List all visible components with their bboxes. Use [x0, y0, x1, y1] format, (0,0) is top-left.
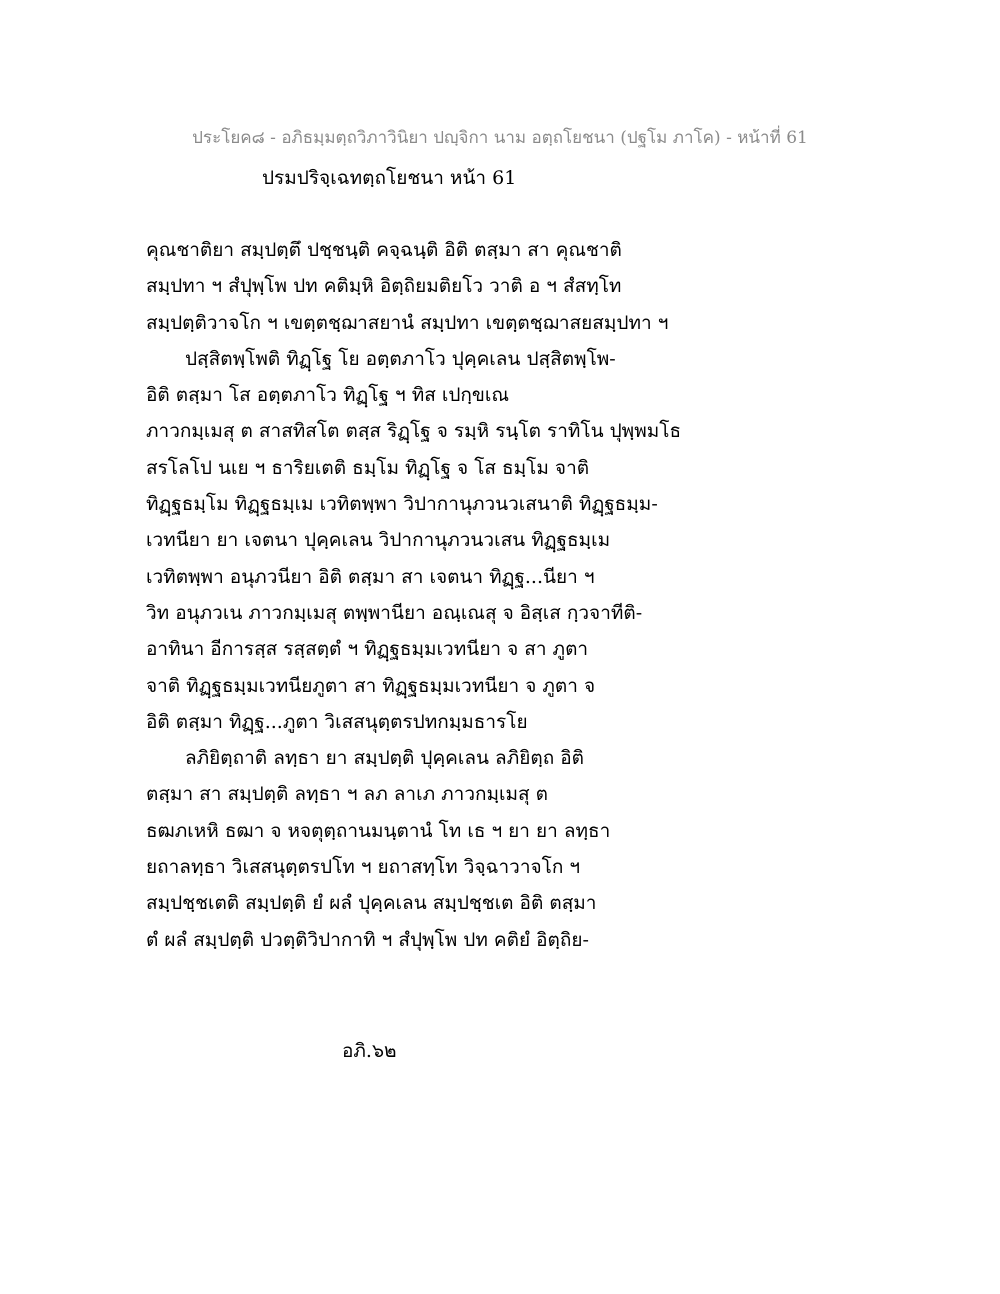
text-line: คุณชาติยา สมฺปตฺตึ ปชฺชนฺติ คจฺฉนฺติ อิติ ตสฺมา สา คุณชาติ — [146, 239, 622, 261]
text-line: อิติ ตสฺมา ทิฏฺฐ...ภูตา วิเสสนุตฺตรปทกมฺมธารโย — [146, 710, 528, 733]
text-line: ลภิยิตฺถาติ ลทฺธา ยา สมฺปตฺติ ปุคฺคเลน ลภิยิตฺถ อิติ — [185, 747, 584, 770]
text-line: ธฒภเหหิ ธฒา จ หจตุตฺถานมนฺตานํ โท เธ ฯ ยา ยา ลทฺธา — [146, 819, 611, 842]
text-line: ทิฏฺฐธมฺโม ทิฏฺฐธมฺเม เวทิตพฺพา วิปากานุภวนวเสนาติ ทิฏฺฐธมฺม- — [146, 493, 658, 516]
text-line: สมฺปตฺติวาจโก ฯ เขตฺตชฺฌาสยานํ สมฺปทา เขตฺตชฺฌาสยสมฺปทา ฯ — [146, 311, 669, 334]
text-line: เวทิตพฺพา อนุภวนียา อิติ ตสฺมา สา เจตนา ทิฏฺฐ...นียา ฯ — [146, 565, 595, 588]
text-line: อิติ ตสฺมา โส อตฺตภาโว ทิฏฺโฐ ฯ ทิส เปกฺขเณ — [146, 384, 510, 407]
running-header: ประโยค๘ - อภิธมฺมตฺถวิภาวินิยา ปญฺจิกา นาม อตฺถโยชนา (ปฐโม ภาโค) - หน้าที่ 61 — [192, 128, 808, 148]
text-line: สมฺปชฺชเตติ สมฺปตฺติ ยํ ผลํ ปุคฺคเลน สมฺปชฺชเต อิติ ตสฺมา — [146, 892, 597, 915]
text-line: สมฺปทา ฯ สํปุพฺโพ ปท คติมฺหิ อิตฺถิยมติยโว วาติ อ ฯ สํสทฺโท — [146, 275, 622, 298]
text-line: ภาวกมฺเมสุ ต สาสทิสโต ตสฺส ริฏฺโฐ จ รมฺหิ รนฺโต ราทิโน ปุพฺพมโธ — [146, 420, 682, 443]
text-line: เวทนียา ยา เจตนา ปุคฺคเลน วิปากานุภวนวเสน ทิฏฺฐธมฺเม — [146, 529, 611, 552]
footer-page-number: อภิ.๖๒ — [342, 1040, 397, 1062]
text-line: ปสฺสิตพฺโพติ ทิฏฺโฐ โย อตฺตภาโว ปุคฺคเลน ปสฺสิตพฺโพ- — [185, 347, 616, 370]
text-line: ยถาลทฺธา วิเสสนุตฺตรปโท ฯ ยถาสทฺโท วิจฺฉาวาจโก ฯ — [146, 856, 581, 879]
text-line: จาติ ทิฏฺฐธมฺมเวทนียภูตา สา ทิฏฺฐธมฺมเวทนียา จ ภูตา จ — [146, 674, 596, 697]
text-line: ตสฺมา สา สมฺปตฺติ ลทฺธา ฯ ลภ ลาเภ ภาวกมฺเมสุ ต — [146, 783, 549, 806]
text-line: วิท อนุภวเน ภาวกมฺเมสุ ตพฺพานียา อณฺเณสุ จ อิสฺเส กฺวจาทีติ- — [146, 601, 643, 624]
body-text — [146, 232, 906, 958]
text-line: ตํ ผลํ สมฺปตฺติ ปวตฺติวิปากาทิ ฯ สํปุพฺโพ ปท คติยํ อิตฺถิย- — [146, 928, 589, 951]
section-title: ปรมปริจฺเฉทตฺถโยชนา หน้า 61 — [262, 167, 517, 189]
text-line: สรโลโป นเย ฯ ธาริยเตติ ธมฺโม ทิฏฺโฐ จ โส ธมฺโม จาติ — [146, 456, 590, 479]
text-line: อาทินา อีการสฺส รสฺสตฺตํ ฯ ทิฏฺฐธมฺมเวทนียา จ สา ภูตา — [146, 638, 589, 661]
